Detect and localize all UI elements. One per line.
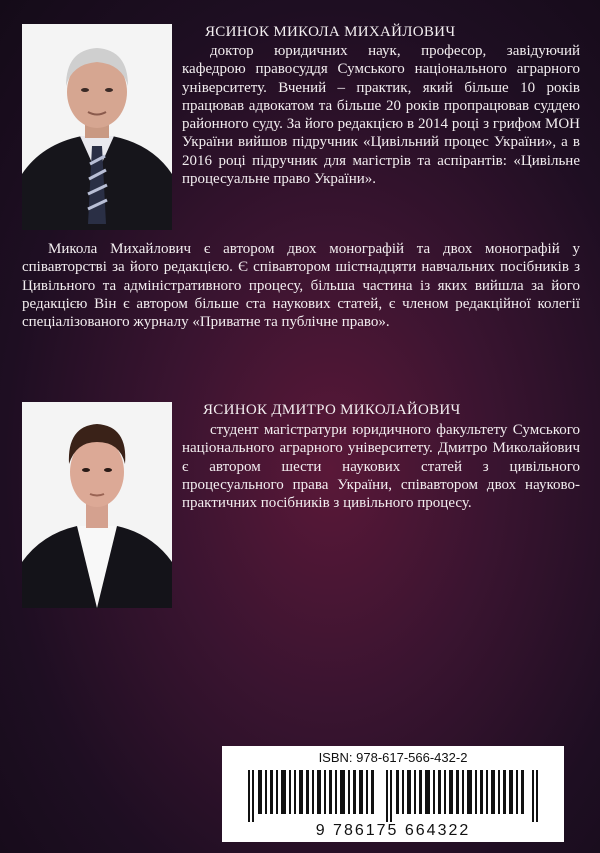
author1-bio-1: доктор юридичних наук, професор, завідуючий кафедрою правосуддя Сумського національного аграрного університету. Вчений – практик, який більше 10 років працював адвокатом та більше 20 років пропрацював суддею районного суду. За його редакцією в 2014 році з грифом МОН України вийшов підручник «Цивільний процес України», а в 2016 році підручник для магістрів та аспірантів: «Цивільне процесуальне право України». [182,43,580,188]
isbn-barcode-block [222,746,564,842]
isbn-label: ISBN: 978-617-566-432-2 [318,750,468,765]
author1-bio-2: Микола Михайлович є автором двох монографій та двох монографій у співавторстві за його редакцією. Є співавтором шістнадцяти навчальних посібників з Цивільного та адміністративного процесу, більша частина із яких вийшла за його редакцією Він є автором більше ста наукових статей, є членом редакційної колегії спеціалізованого журналу «Приватне та публічне право». [22,241,580,331]
author1-photo [22,24,172,230]
author1-name: ЯСИНОК МИКОЛА МИХАЙЛОВИЧ [205,24,456,40]
author2-name: ЯСИНОК ДМИТРО МИКОЛАЙОВИЧ [203,402,461,418]
barcode [234,770,554,822]
author2-photo [22,402,172,608]
author2-bio: студент магістратури юридичного факультету Сумського національного аграрного університету. Дмитро Миколайович є автором шести наукових статей з цивільного процесуального права України, співавтором двох науково-практичних посібників з цивільного процесу. [182,422,580,512]
barcode-digits: 9 786175 664322 [315,822,471,839]
